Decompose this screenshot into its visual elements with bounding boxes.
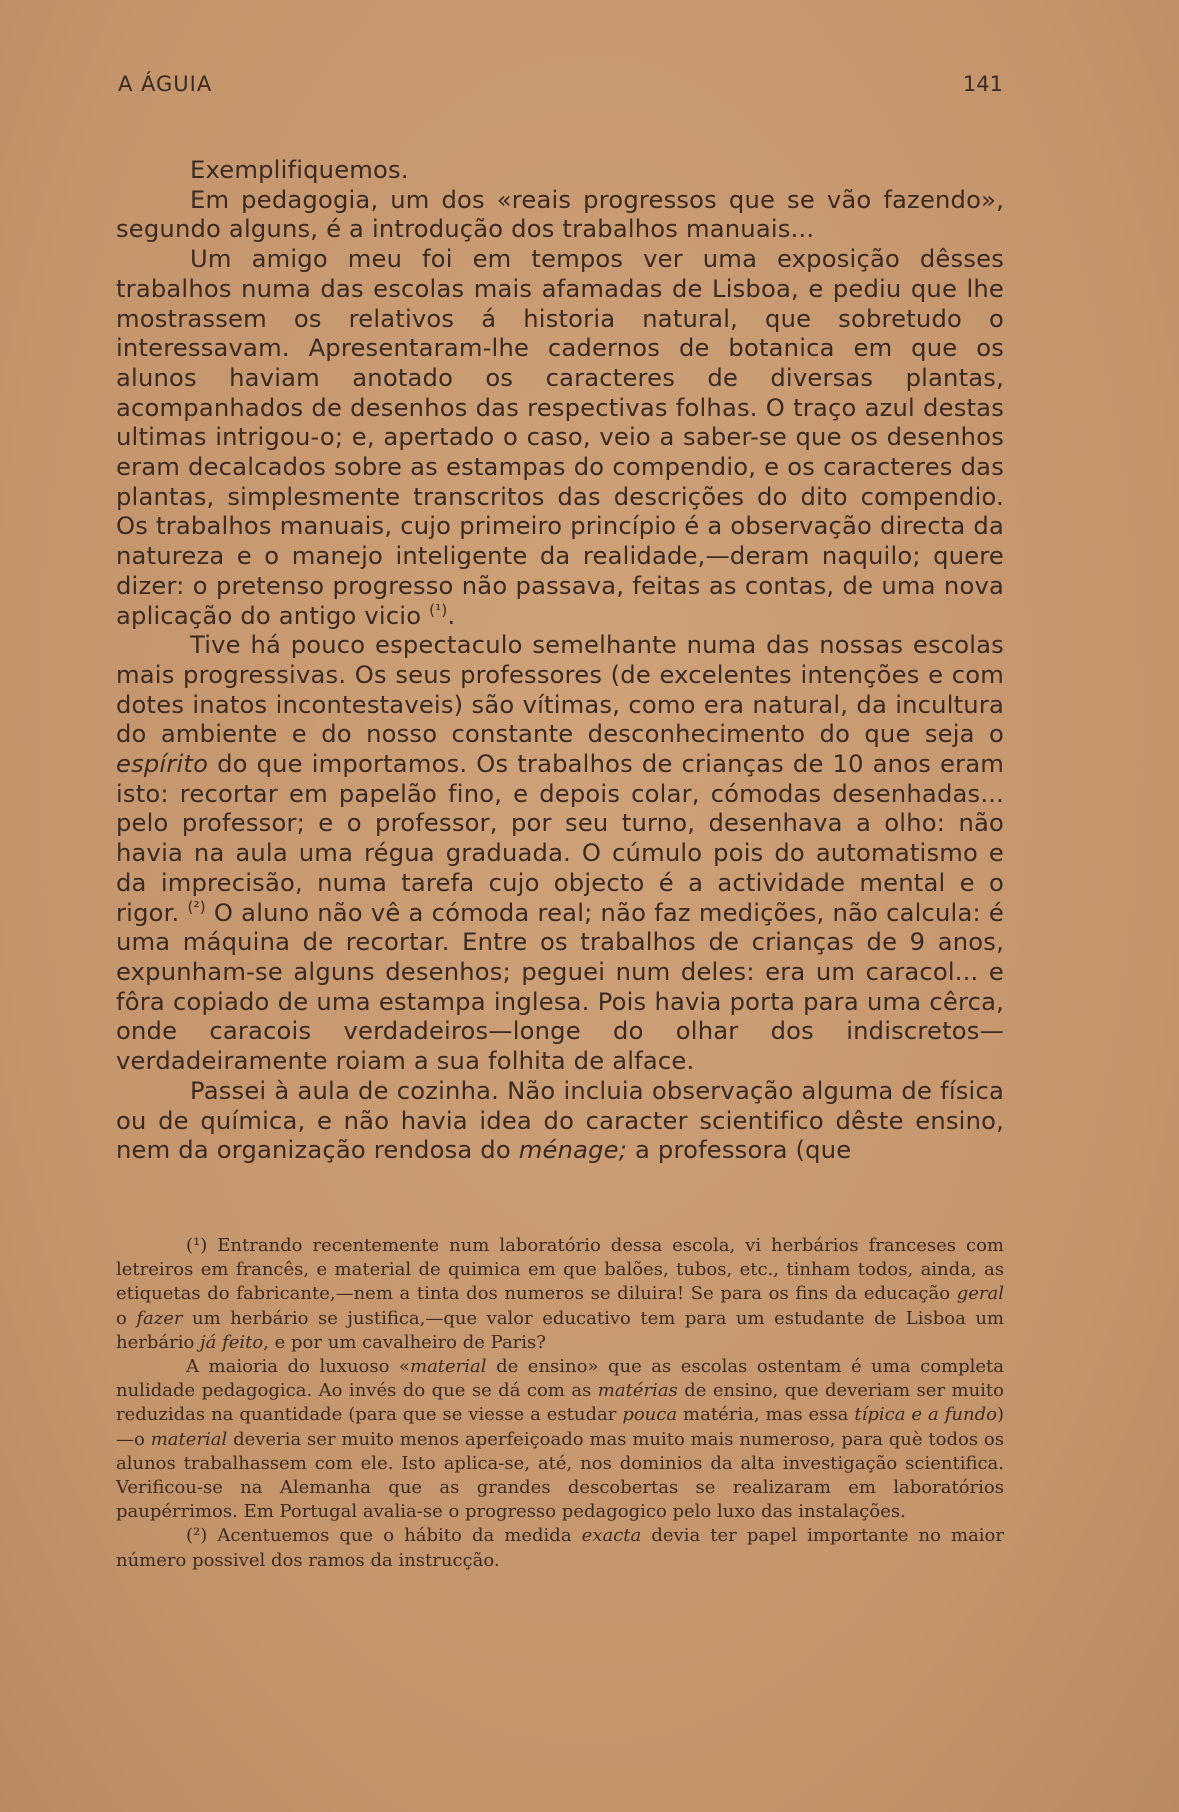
main-text: [116, 156, 1004, 1166]
italic-fazer: fazer: [136, 1307, 183, 1329]
footnote-2: [116, 1524, 1004, 1572]
footnote-1-text-d: , e por um cavalheiro de Paris?: [263, 1331, 546, 1353]
footnote-ref-2: (²): [187, 897, 206, 916]
footnote-1b-text-b: de ensino» que as escolas ostentam é uma completa nulidade pedagogica. Ao invés do que se dá com as: [116, 1356, 1004, 1402]
paragraph-4: [116, 631, 1004, 1077]
italic-ja-feito: já feito: [200, 1331, 264, 1353]
paragraph-5-text-2: a professora (que: [627, 1136, 852, 1165]
footnote-1-text-c: um herbário se justifica,—que valor educativo tem para um estudante de Lisboa um herbário: [116, 1307, 1004, 1353]
footnote-1b-text-f: deveria ser muito menos aperfeiçoado mas muito mais numeroso, para què todos os alunos trabalhassem com ele. Isto aplica-se, até, nos dominios da alta investigação scientifica. Verificou-se na Alemanha que as grandes descobertas se realizaram em laboratórios paupérrimos. Em Portugal avalia-se o progresso pedagogico pelo luxo das instalações.: [116, 1428, 1004, 1523]
italic-spirito: espírito: [116, 750, 209, 779]
page-header: [118, 72, 1003, 102]
page-number: 141: [962, 72, 1003, 96]
footnote-1-text-a: Entrando recentemente num laboratório dessa escola, vi herbários franceses com letreiros em francês, e material de quimica em que balões, tubos, etc., tinham todos, ainda, as etiquetas do fabricante,—nem a tinta dos numeros se diluira! Se para os fins da educação: [116, 1235, 1004, 1305]
footnote-2-text-b: devia ter papel importante no maior número possivel dos ramos da instrucção.: [116, 1525, 1004, 1571]
paragraph-4-text-2: do que importamos. Os trabalhos de crianças de 10 anos eram isto: recortar em papelão fino, e depois colar, cómodas desenhadas... pelo professor; e o professor, por seu turno, desenhava a olho: não havia na aula uma régua graduada. O cúmulo pois do automatismo e da imprecisão, numa tarefa cujo objecto é a actividade mental e o rigor.: [116, 750, 1004, 927]
paragraph-4-text-3: O aluno não vê a cómoda real; não faz medições, não calcula: é uma máquina de recortar. Entre os trabalhos de crianças de 9 anos, expunham-se alguns desenhos; peguei num deles: era um caracol... e fôra copiado de uma estampa inglesa. Pois havia porta para uma cêrca, onde caracois verdadeiros—longe do olhar dos indiscretos—verdadeiramente roiam a sua folhita de alface.: [116, 898, 1004, 1076]
footnote-1-marker: (¹): [186, 1235, 208, 1256]
italic-materias: matérias: [597, 1380, 678, 1402]
paragraph-1: Exemplifiquemos.: [190, 156, 409, 184]
paragraph-2: Em pedagogia, um dos «reais progressos que se vão fazendo», segundo alguns, é a introdução dos trabalhos manuais...: [116, 185, 1004, 244]
italic-material-2: material: [150, 1428, 228, 1450]
italic-menage: ménage;: [518, 1136, 628, 1165]
footnote-1b-text-c: de ensino, que deveriam ser muito reduzidas na quantidade (para que se viesse a estudar: [116, 1380, 1004, 1426]
paragraph-3: [116, 245, 1004, 631]
footnote-1b-text-d: matéria, mas essa: [677, 1404, 855, 1426]
footnote-1b-text-a: A maioria do luxuoso «: [186, 1356, 410, 1378]
footnotes: [116, 1234, 1004, 1573]
footnote-1b-text-e: )—o: [116, 1404, 1004, 1450]
footnote-2-marker: (²): [186, 1525, 208, 1547]
paragraph-5: [116, 1077, 1004, 1166]
running-title: A ÁGUIA: [118, 72, 213, 96]
footnote-1: [116, 1234, 1004, 1355]
footnote-ref-1: (¹): [429, 600, 448, 619]
italic-tipica-e-a-fundo: típica e a fundo: [854, 1404, 997, 1426]
paragraph-5-text: Passei à aula de cozinha. Não incluia observação alguma de física ou de química, e não havia idea do caracter scientifico dêste ensino, nem da organização rendosa do: [116, 1076, 1004, 1165]
footnote-1-continued: [116, 1355, 1004, 1524]
italic-geral: geral: [956, 1283, 1004, 1305]
paragraph-3-text: Um amigo meu foi em tempos ver uma exposição dêsses trabalhos numa das escolas mais afamadas de Lisboa, e pediu que lhe mostrassem os relativos á historia natural, que sobretudo o interessavam. Apresentaram-lhe cadernos de botanica em que os alunos haviam anotado os caracteres de diversas plantas, acompanhados de desenhos das respectivas folhas. O traço azul destas ultimas intrigou-o; e, apertado o caso, veio a saber-se que os desenhos eram decalcados sobre as estampas do compendio, e os caracteres das plantas, simplesmente transcritos das descrições do dito compendio. Os trabalhos manuais, cujo primeiro princípio é a observação directa da natureza e o manejo inteligente da realidade,—deram naquilo; quere dizer: o pretenso progresso não passava, feitas as contas, de uma nova aplicação do antigo vicio: [116, 245, 1004, 630]
paragraph-4-text: Tive há pouco espectaculo semelhante numa das nossas escolas mais progressivas. Os seus professores (de excelentes intenções e com dotes inatos incontestaveis) são vítimas, como era natural, da incultura do ambiente e do nosso constante desconhecimento do que seja o: [116, 631, 1004, 749]
footnote-1-text-b: o: [116, 1307, 137, 1329]
italic-pouca: pouca: [622, 1404, 678, 1426]
footnote-2-text-a: Acentuemos que o hábito da medida: [207, 1525, 582, 1547]
italic-material: material: [410, 1356, 487, 1378]
italic-exacta: exacta: [581, 1525, 642, 1547]
sentence-end: .: [447, 601, 456, 630]
